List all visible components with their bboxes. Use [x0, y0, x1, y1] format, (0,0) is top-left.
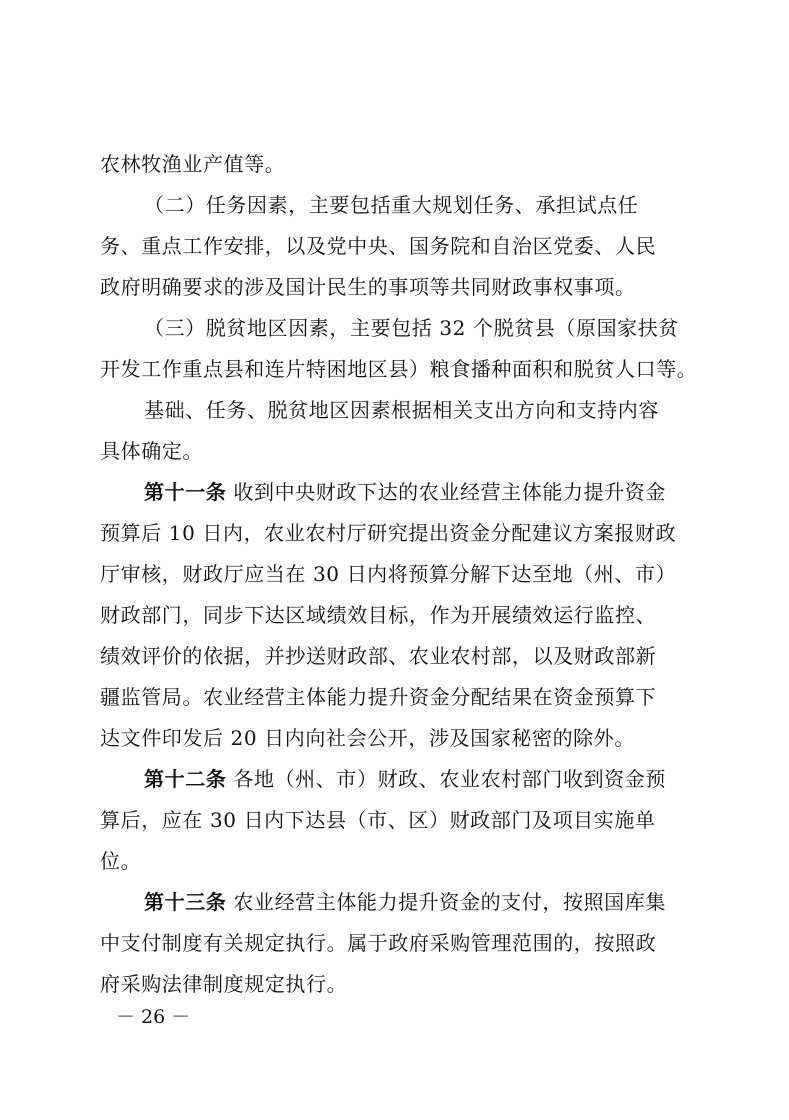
text-line: 位。	[100, 849, 142, 873]
article-number: 第十二条	[144, 767, 227, 791]
text-line: 府采购法律制度规定执行。	[100, 972, 348, 996]
article-text: 各地（州、市）财政、农业农村部门收到资金预	[226, 767, 666, 791]
article-text: 收到中央财政下达的农业经营主体能力提升资金	[226, 480, 666, 504]
text-line: 达文件印发后 20 日内向社会公开，涉及国家秘密的除外。	[100, 726, 635, 750]
text-line: 预算后 10 日内，农业农村厅研究提出资金分配建议方案报财政	[100, 521, 677, 545]
text-line: 具体确定。	[100, 439, 203, 463]
text-line: （三）脱贫地区因素，主要包括 32 个脱贫县（原国家扶贫	[144, 316, 679, 340]
text-line: 政府明确要求的涉及国计民生的事项等共同财政事权事项。	[100, 275, 636, 299]
text-line: 开发工作重点县和连片特困地区县）粮食播种面积和脱贫人口等。	[100, 357, 698, 381]
text-line: 疆监管局。农业经营主体能力提升资金分配结果在资金预算下	[100, 685, 657, 709]
article-line	[100, 882, 702, 923]
text-line: 中支付制度有关规定执行。属于政府采购管理范围的，按照政	[100, 931, 657, 955]
article-line	[100, 472, 702, 513]
article-number: 第十一条	[144, 480, 227, 504]
text-line: 基础、任务、脱贫地区因素根据相关支出方向和支持内容	[144, 398, 659, 422]
text-line: 算后，应在 30 日内下达县（市、区）财政部门及项目实施单	[100, 808, 656, 832]
page-number: － 26 －	[116, 1006, 191, 1028]
article-number: 第十三条	[144, 890, 227, 914]
article-text: 农业经营主体能力提升资金的支付，按照国库集	[226, 890, 666, 914]
text-line: 农林牧渔业产值等。	[100, 152, 286, 176]
document-body	[100, 144, 702, 1005]
text-line: 财政部门，同步下达区域绩效目标，作为开展绩效运行监控、	[100, 603, 657, 627]
article-line	[100, 759, 702, 800]
text-line: 绩效评价的依据，并抄送财政部、农业农村部，以及财政部新	[100, 644, 657, 668]
text-line: 厅审核，财政厅应当在 30 日内将预算分解下达至地（州、市）	[100, 562, 677, 586]
text-line: 务、重点工作安排，以及党中央、国务院和自治区党委、人民	[100, 234, 657, 258]
text-line: （二）任务因素，主要包括重大规划任务、承担试点任	[144, 193, 639, 217]
